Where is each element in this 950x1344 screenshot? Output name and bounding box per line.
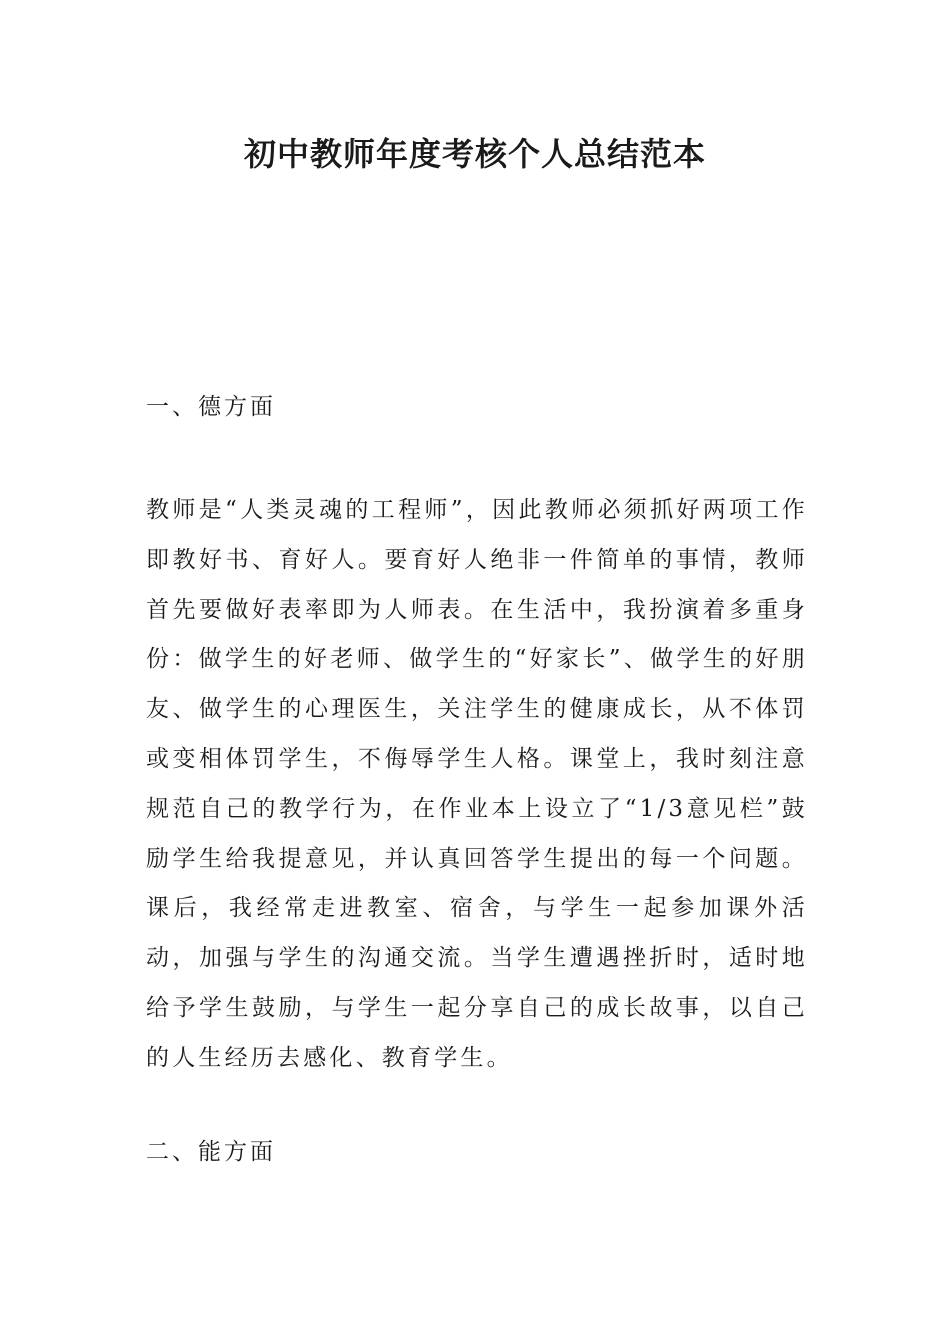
section-heading-morality: 一、德方面 [146,394,276,420]
section-body-morality: 教师是“人类灵魂的工程师”，因此教师必须抓好两项工作即教好书、育好人。要育好人绝非一件简单的事情，教师首先要做好表率即为人师表。在生活中，我扮演着多重身份：做学生的好老师、做学生的“好家长”、做学生的好朋友、做学生的心理医生，关注学生的健康成长，从不体罚或变相体罚学生，不侮辱学生人格。课堂上，我时刻注意规范自己的教学行为，在作业本上设立了“1/3意见栏”鼓励学生给我提意见，并认真回答学生提出的每一个问题。课后，我经常走进教室、宿舍，与学生一起参加课外活动，加强与学生的沟通交流。当学生遭遇挫折时，适时地给予学生鼓励，与学生一起分享自己的成长故事，以自己的人生经历去感化、教育学生。 [146,497,808,1071]
document-title: 初中教师年度考核个人总结范本 [243,135,706,173]
section-heading-ability: 二、能方面 [146,1139,276,1165]
